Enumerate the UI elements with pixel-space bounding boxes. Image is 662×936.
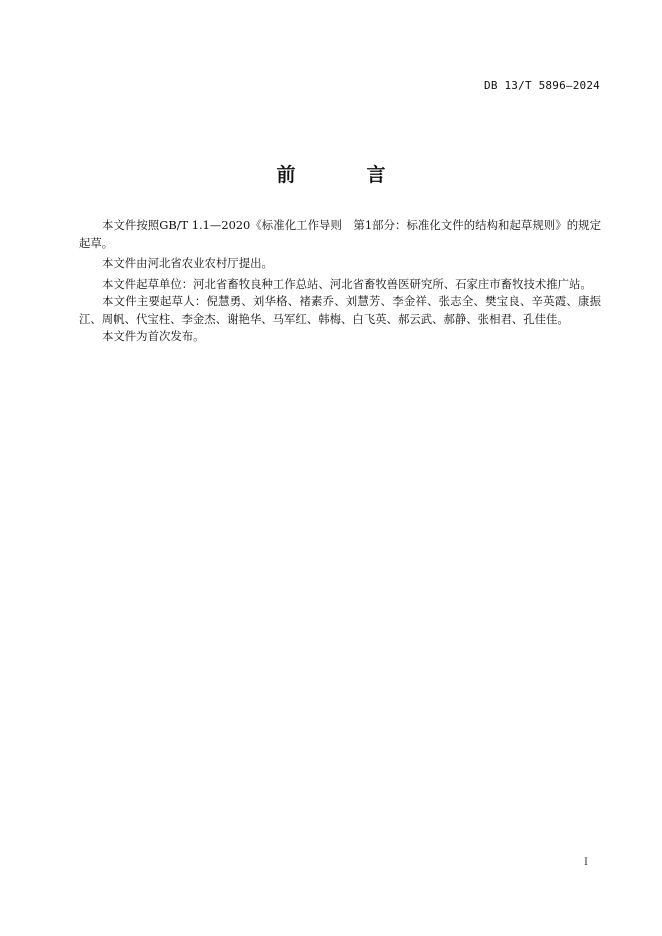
paragraph-drafters: 本文件主要起草人：倪慧勇、刘华格、褚素乔、刘慧芳、李金祥、张志全、樊宝良、辛英霞、康振江、周帆、代宝柱、李金杰、谢艳华、马军红、韩梅、白飞英、郝云武、郝静、张相君、孔佳佳。	[79, 294, 601, 326]
paragraph-proposer: 本文件由河北省农业农村厅提出。	[102, 256, 273, 270]
document-code: DB 13/T 5896—2024	[484, 79, 600, 92]
paragraph-first-release: 本文件为首次发布。	[102, 329, 205, 343]
paragraph-drafting-units: 本文件起草单位：河北省畜牧良种工作总站、河北省畜牧兽医研究所、石家庄市畜牧技术推广站。	[102, 276, 592, 291]
page-number: I	[584, 857, 588, 868]
foreword-body	[79, 217, 601, 349]
page-title: 前 言	[276, 164, 412, 186]
paragraph-drafting-rules: 本文件按照GB/T 1.1—2020《标准化工作导则 第1部分：标准化文件的结构和起草规则》的规定起草。	[79, 218, 601, 250]
